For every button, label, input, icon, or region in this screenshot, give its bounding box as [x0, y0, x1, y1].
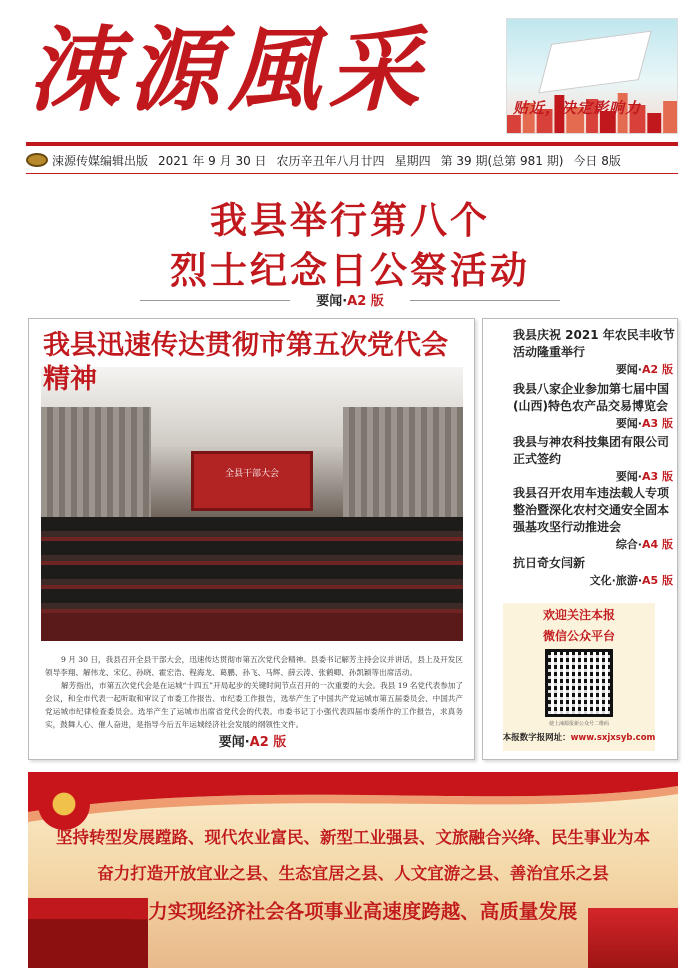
- lead-page-ref[interactable]: [29, 731, 476, 750]
- side-news-ref: [513, 361, 677, 378]
- banner-slogan-1: 坚持转型发展蹚路、现代农业富民、新型工业强县、文旅融合兴绛、民生事业为本: [56, 828, 650, 847]
- page-count: 今日 8版: [573, 153, 621, 168]
- side-news-ref: [513, 415, 677, 432]
- ref-page: A5 版: [642, 574, 673, 587]
- website-url[interactable]: [497, 731, 661, 743]
- issue-number: 第 39 期(总第 981 期): [440, 153, 564, 168]
- lead-article-title[interactable]: 我县迅速传达贯彻市第五次党代会精神: [43, 330, 448, 395]
- photo-stage-banner: [191, 451, 313, 511]
- ref-section: 要闻·: [615, 417, 642, 430]
- masthead-title: 涑源風采: [28, 16, 429, 124]
- masthead-ad[interactable]: [506, 18, 678, 134]
- side-news-item[interactable]: [513, 434, 677, 485]
- masthead-rule-top: [26, 142, 678, 146]
- side-news-item[interactable]: [513, 381, 677, 432]
- side-news-title: 我县召开农用车违法载人专项整治暨深化农村交通安全固本强基攻坚行动推进会: [513, 486, 670, 534]
- paper-plane-icon: [538, 31, 652, 94]
- url-label: 本报数字报网址：: [502, 733, 571, 743]
- side-news-title: 抗日奇女闫新: [513, 556, 586, 570]
- publisher: 涑源传媒编辑出版: [52, 153, 149, 168]
- slogan-banner: [28, 772, 678, 968]
- ref-section: 文化·旅游·: [589, 574, 642, 587]
- side-news-item[interactable]: [513, 555, 677, 589]
- ref-page: A2 版: [249, 735, 287, 750]
- lead-article-photo: [41, 367, 463, 641]
- side-news-title: 我县八家企业参加第七届中国(山西)特色农产品交易博览会: [513, 382, 670, 413]
- ref-section: 要闻·: [615, 470, 642, 483]
- banner-slogan-2: 奋力打造开放宜业之县、生态宜居之县、人文宜游之县、善治宜乐之县: [97, 864, 609, 883]
- ad-slogan: 贴近，决定影响力: [513, 99, 642, 117]
- qr-code-icon[interactable]: [545, 649, 613, 717]
- side-news-item[interactable]: [513, 485, 677, 553]
- headline-line-1[interactable]: 我县举行第八个: [210, 199, 490, 242]
- ref-page: A2 版: [347, 294, 384, 309]
- side-news-title: 我县庆祝 2021 年农民丰收节活动隆重举行: [513, 328, 675, 359]
- ref-section: 要闻·: [615, 363, 642, 376]
- publisher-logo-icon: [26, 153, 48, 167]
- ref-page: A3 版: [642, 470, 673, 483]
- lead-article-body: [45, 653, 463, 731]
- side-news-column: [482, 318, 678, 760]
- ref-page: A2 版: [642, 363, 673, 376]
- ref-section: 要闻·: [316, 294, 348, 309]
- headline-line-2[interactable]: 烈士纪念日公祭活动: [170, 249, 530, 292]
- issue-info-bar: [26, 150, 678, 170]
- headline-page-ref[interactable]: [0, 290, 700, 309]
- lead-paragraph: 9 月 30 日，我县召开全县干部大会，迅速传达贯彻市第五次党代会精神。县委书记解芳主持会议并讲话，县上及开发区领导李翔、解伟龙、宋亿、孙晓、霍宏浩、程海龙、葛鹏、孙飞、马辉、薛云涛、张鹤卿、孙凯颖等出席活动。: [45, 655, 463, 677]
- photo-desk: [41, 613, 463, 641]
- banner-slogan-3: 全力实现经济社会各项事业高速度跨越、高质量发展: [128, 900, 578, 923]
- wechat-promo: [503, 603, 655, 751]
- url-link[interactable]: www.sxjxsyb.com: [570, 733, 656, 743]
- side-news-item[interactable]: [513, 327, 677, 378]
- qr-caption: 使上涑源报新公众号二维码: [548, 721, 609, 727]
- lead-article[interactable]: [28, 318, 475, 760]
- ref-page: A3 版: [642, 417, 673, 430]
- wechat-line-2: 微信公众平台: [542, 629, 615, 643]
- lunar-date: 农历辛丑年八月廿四: [276, 153, 385, 168]
- side-news-ref: [513, 468, 677, 485]
- side-news-ref: [513, 536, 677, 553]
- red-ribbon-icon: [28, 772, 678, 824]
- ref-page: A4 版: [642, 538, 673, 551]
- masthead-rule-bottom: [26, 173, 678, 174]
- weekday: 星期四: [394, 153, 431, 168]
- ref-section: 综合·: [615, 538, 642, 551]
- party-emblem-icon: [38, 778, 90, 830]
- side-news-title: 我县与神农科技集团有限公司正式签约: [513, 435, 670, 466]
- ref-section: 要闻·: [218, 735, 250, 750]
- issue-date: 2021 年 9 月 30 日: [158, 153, 267, 168]
- lead-paragraph: 解芳指出，市第五次党代会是在运城“十四五”开局起步的关键时间节点召开的一次重要的大会。我县 19 名党代表参加了会议，和全市代表一起听取和审议了市委工作报告、市纪委工作报告，选举产生了中国共产党运城市第五届委员会、中国共产党运城市纪律检查委员会。选举产生了运城市出席省党代会的代表。市委书记丁小强代表四届市委所作的工作报告，求真务实，鼓舞人心、催人奋进，是指导今后五年运城经济社会发展的纲领性文件。: [45, 681, 463, 729]
- photo-banner-text: 全县干部大会: [224, 469, 279, 479]
- wechat-line-1: 欢迎关注本报: [542, 608, 615, 622]
- side-news-ref: [513, 572, 677, 589]
